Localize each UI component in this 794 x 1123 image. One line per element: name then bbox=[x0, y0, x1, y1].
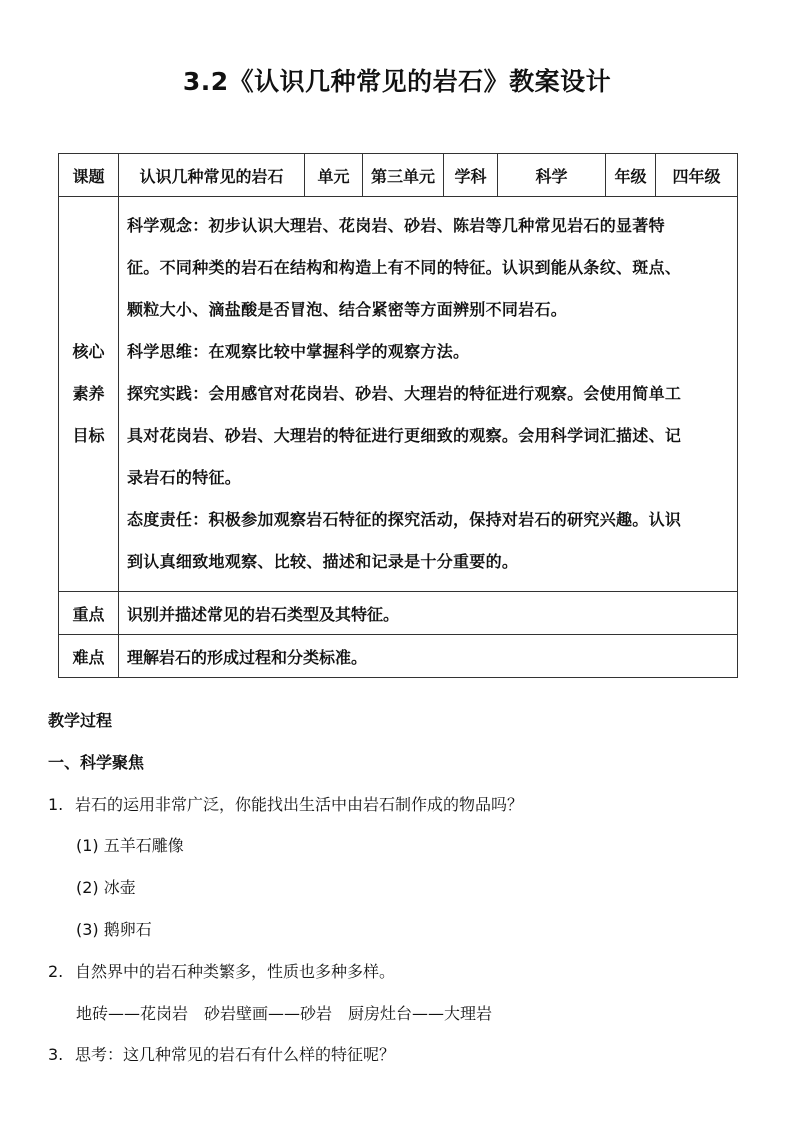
subject-value: 科学 bbox=[498, 154, 606, 197]
page-title: 3.2《认识几种常见的岩石》教案设计 bbox=[182, 67, 612, 96]
list-item bbox=[48, 959, 748, 982]
table-header-row bbox=[59, 154, 738, 197]
goals-line: 科学思维：在观察比较中掌握科学的观察方法。 bbox=[127, 342, 470, 361]
section-heading: 一、科学聚焦 bbox=[48, 753, 145, 772]
goals-label-line: 素养 bbox=[72, 384, 105, 403]
goals-line: 探究实践：会用感官对花岗岩、砂岩、大理岩的特征进行观察。会使用简单工 bbox=[127, 384, 682, 403]
goals-line: 到认真细致地观察、比较、描述和记录是十分重要的。 bbox=[127, 552, 519, 571]
sub-item: (2) 冰壶 bbox=[76, 878, 136, 897]
item-text: 思考：这几种常见的岩石有什么样的特征呢？ bbox=[75, 1045, 396, 1064]
process-heading: 教学过程 bbox=[48, 711, 113, 730]
topic-value: 认识几种常见的岩石 bbox=[119, 154, 305, 197]
key-point-row bbox=[59, 592, 738, 635]
sub-item: (3) 鹅卵石 bbox=[76, 920, 152, 939]
goals-line: 态度责任：积极参加观察岩石特征的探究活动，保持对岩石的研究兴趣。认识 bbox=[127, 510, 682, 529]
item-number: 3. bbox=[48, 1045, 64, 1064]
goals-line: 征。不同种类的岩石在结构和构造上有不同的特征。认识到能从条纹、斑点、 bbox=[127, 258, 682, 277]
key-point-text: 识别并描述常见的岩石类型及其特征。 bbox=[119, 592, 738, 635]
goals-label-line: 核心 bbox=[72, 342, 105, 361]
goals-line: 科学观念：初步认识大理岩、花岗岩、砂岩、陈岩等几种常见岩石的显著特 bbox=[127, 216, 665, 235]
goals-line: 颗粒大小、滴盐酸是否冒泡、结合紧密等方面辨别不同岩石。 bbox=[127, 300, 568, 319]
topic-label: 课题 bbox=[59, 154, 119, 197]
sub-item: (1) 五羊石雕像 bbox=[76, 836, 184, 855]
lesson-plan-table bbox=[58, 153, 738, 678]
item-text: 岩石的运用非常广泛，你能找出生活中由岩石制作成的物品吗？ bbox=[75, 795, 524, 814]
sub-item: 地砖——花岗岩 砂岩壁画——砂岩 厨房灶台——大理岩 bbox=[76, 1004, 493, 1023]
key-point-label: 重点 bbox=[59, 592, 119, 635]
item-text: 自然界中的岩石种类繁多，性质也多种多样。 bbox=[75, 962, 396, 981]
goals-row bbox=[59, 197, 738, 592]
goals-line: 录岩石的特征。 bbox=[127, 468, 242, 487]
unit-value: 第三单元 bbox=[363, 154, 444, 197]
goals-label bbox=[59, 197, 119, 592]
subject-label: 学科 bbox=[444, 154, 498, 197]
unit-label: 单元 bbox=[305, 154, 363, 197]
grade-value: 四年级 bbox=[656, 154, 738, 197]
difficulty-text: 理解岩石的形成过程和分类标准。 bbox=[119, 635, 738, 678]
list-item bbox=[48, 792, 748, 815]
goals-label-line: 目标 bbox=[72, 426, 105, 445]
grade-label: 年级 bbox=[606, 154, 656, 197]
item-number: 1. bbox=[48, 795, 64, 814]
difficulty-label: 难点 bbox=[59, 635, 119, 678]
goals-content bbox=[119, 197, 738, 592]
item-number: 2. bbox=[48, 962, 64, 981]
goals-line: 具对花岗岩、砂岩、大理岩的特征进行更细致的观察。会用科学词汇描述、记 bbox=[127, 426, 682, 445]
difficulty-row bbox=[59, 635, 738, 678]
list-item bbox=[48, 1042, 748, 1065]
